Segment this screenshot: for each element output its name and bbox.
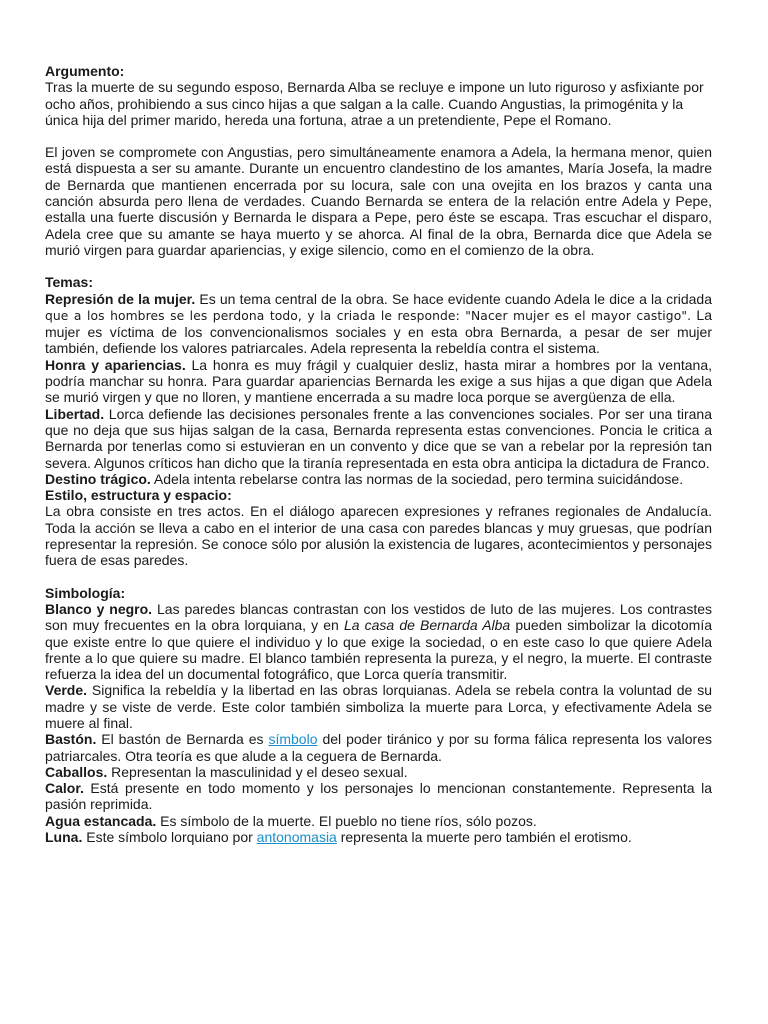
tema-represion-text-a: Es un tema central de la obra. Se hace evidente cuando Adela le dice a la cridada xyxy=(195,290,712,307)
simbolo-agua-text: Es símbolo de la muerte. El pueblo no tiene ríos, sólo pozos. xyxy=(156,812,537,829)
tema-destino-text: Adela intenta rebelarse contra las normas de la sociedad, pero termina suicidándose. xyxy=(150,470,684,487)
tema-represion-quote: que a los hombres se les perdona todo, y la criada le responde: "Nacer mujer es el mayor castigo". xyxy=(45,308,692,323)
simbolo-agua xyxy=(45,813,712,829)
argumento-paragraph-1: Tras la muerte de su segundo esposo, Bernarda Alba se recluye e impone un luto riguroso y asfixiante por ocho años, prohibiendo a sus cinco hijas a que salgan a la calle. Cuando Angustias, la primogénita y la única hija del primer marido, hereda una fortuna, atrae a un pretendiente, Pepe el Romano. xyxy=(45,79,704,128)
tema-represion xyxy=(45,291,712,357)
simbolo-verde-title: Verde. xyxy=(45,682,88,699)
simbolo-blanco-title: Blanco y negro. xyxy=(45,600,153,617)
simbolo-caballos xyxy=(45,764,712,780)
tema-honra xyxy=(45,357,712,406)
simbologia-heading: Simbología: xyxy=(45,584,126,601)
tema-honra-title: Honra y apariencias. xyxy=(45,356,186,373)
estilo-heading: Estilo, estructura y espacio: xyxy=(45,487,232,504)
simbolo-luna-text-b: representa la muerte pero también el erotismo. xyxy=(336,829,632,846)
temas-heading: Temas: xyxy=(45,274,93,291)
simbolo-caballos-title: Caballos. xyxy=(45,763,108,780)
simbolo-agua-title: Agua estancada. xyxy=(45,812,157,829)
simbolo-blanco-text-a: Las paredes blancas contrastan con los vestidos de luto de las mujeres. Los contrastes son muy frecuentes en la obra lorquiana, y en xyxy=(45,600,712,634)
estilo-paragraph: La obra consiste en tres actos. En el diálogo aparecen expresiones y refranes regionales de Andalucía. Toda la acción se lleva a cabo en el interior de una casa con paredes blancas y muy gruesas, que podrían representar la represión. Se conoce sólo por alusión la existencia de lugares, acontecimientos y personajes fuera de esas paredes. xyxy=(45,503,712,569)
simbolo-link[interactable]: símbolo xyxy=(268,731,318,748)
simbolo-luna-title: Luna. xyxy=(45,829,83,846)
argumento-paragraph-2: El joven se compromete con Angustias, pero simultáneamente enamora a Adela, la hermana menor, quien está dispuesta a ser su amante. Durante un encuentro clandestino de los amantes, María Josefa, la madre de Bernarda que mantienen encerrada por su locura, sale con una ovejita en los brazos y canta una canción absurda pero llena de verdades. Cuando Bernarda se entera de la relación entre Adela y Pepe, estalla una fuerte discusión y Bernarda le dispara a Pepe, pero éste se escapa. Tras escuchar el disparo, Adela cree que su amante se haya muerto y se ahorca. Al final de la obra, Bernarda dice que Adela se murió virgen para guardar apariencias, y exige silencio, como en el comienzo de la obra. xyxy=(45,144,712,258)
simbolo-baston-text-b: del poder tiránico y por su forma fálica representa los valores patriarcales. Otra teoría es que alude a la ceguera de Bernarda. xyxy=(45,731,712,764)
antonomasia-link[interactable]: antonomasia xyxy=(256,829,337,846)
simbolo-baston-title: Bastón. xyxy=(45,731,97,748)
simbolo-calor-text: Está presente en todo momento y los personajes lo mencionan constantemente. Representa la pasión reprimida. xyxy=(45,780,712,813)
tema-honra-text: La honra es muy frágil y cualquier desliz, hasta mirar a hombres por la ventana, podría manchar su honra. Para guardar apariencias Bernarda les exige a sus hijas a que digan que Adela se murió virgen y que no lloren, y mantiene encerrada a su madre loca porque se avergüenza de ella. xyxy=(45,356,712,406)
simbolo-luna-text-a: Este símbolo lorquiano por xyxy=(82,829,257,846)
simbolo-calor-title: Calor. xyxy=(45,780,84,797)
tema-represion-text-b: La mujer es víctima de los convencionalismos sociales y en esta obra Bernarda, a pesar de ser mujer también, defiende los valores patriarcales. Adela representa la rebeldía contra el sistema. xyxy=(45,306,712,357)
simbolo-blanco-text-b: pueden simbolizar la dicotomía que existe entre lo que quiere el individuo y lo que exige la sociedad, o en este caso lo que quiere Adela frente a lo que quiere su madre. El blanco también representa la pureza, y el negro, la muerte. El contraste refuerza la idea del un documental fotográfico, que Lorca quería transmitir. xyxy=(45,617,712,683)
simbolo-baston-text-a: El bastón de Bernarda es xyxy=(96,731,269,748)
tema-destino xyxy=(45,471,712,487)
simbolo-caballos-text: Representan la masculinidad y el deseo sexual. xyxy=(107,763,408,780)
tema-represion-title: Represión de la mujer. xyxy=(45,290,196,307)
tema-destino-title: Destino trágico. xyxy=(45,470,151,487)
simbolo-verde-text: Significa la rebeldía y la libertad en las obras lorquianas. Adela se rebela contra la voluntad de su madre y se viste de verde. Este color también simboliza la muerte para Lorca, y efectivamente Adela se muere al final. xyxy=(45,682,712,731)
tema-libertad-title: Libertad. xyxy=(45,405,105,422)
argumento-heading: Argumento: xyxy=(45,63,125,79)
work-title-italic: La casa de Bernarda Alba xyxy=(343,617,511,634)
tema-libertad xyxy=(45,406,712,471)
simbolo-blanco-negro xyxy=(45,601,712,682)
simbolo-verde xyxy=(45,682,712,731)
simbolo-baston xyxy=(45,731,712,764)
simbolo-luna xyxy=(45,829,712,845)
simbolo-calor xyxy=(45,780,712,813)
tema-libertad-text: Lorca defiende las decisiones personales frente a las convenciones sociales. Por ser una tirana que no deja que sus hijas salgan de la casa, Bernarda representa estas convenciones. Poncia le critica a Bernarda por tenerlas como si estuvieran en un convento y dice que se van a rebelar por la represión tan severa. Algunos críticos han dicho que la tiranía representada en esta obra anticipa la dictadura de Franco. xyxy=(45,405,712,471)
